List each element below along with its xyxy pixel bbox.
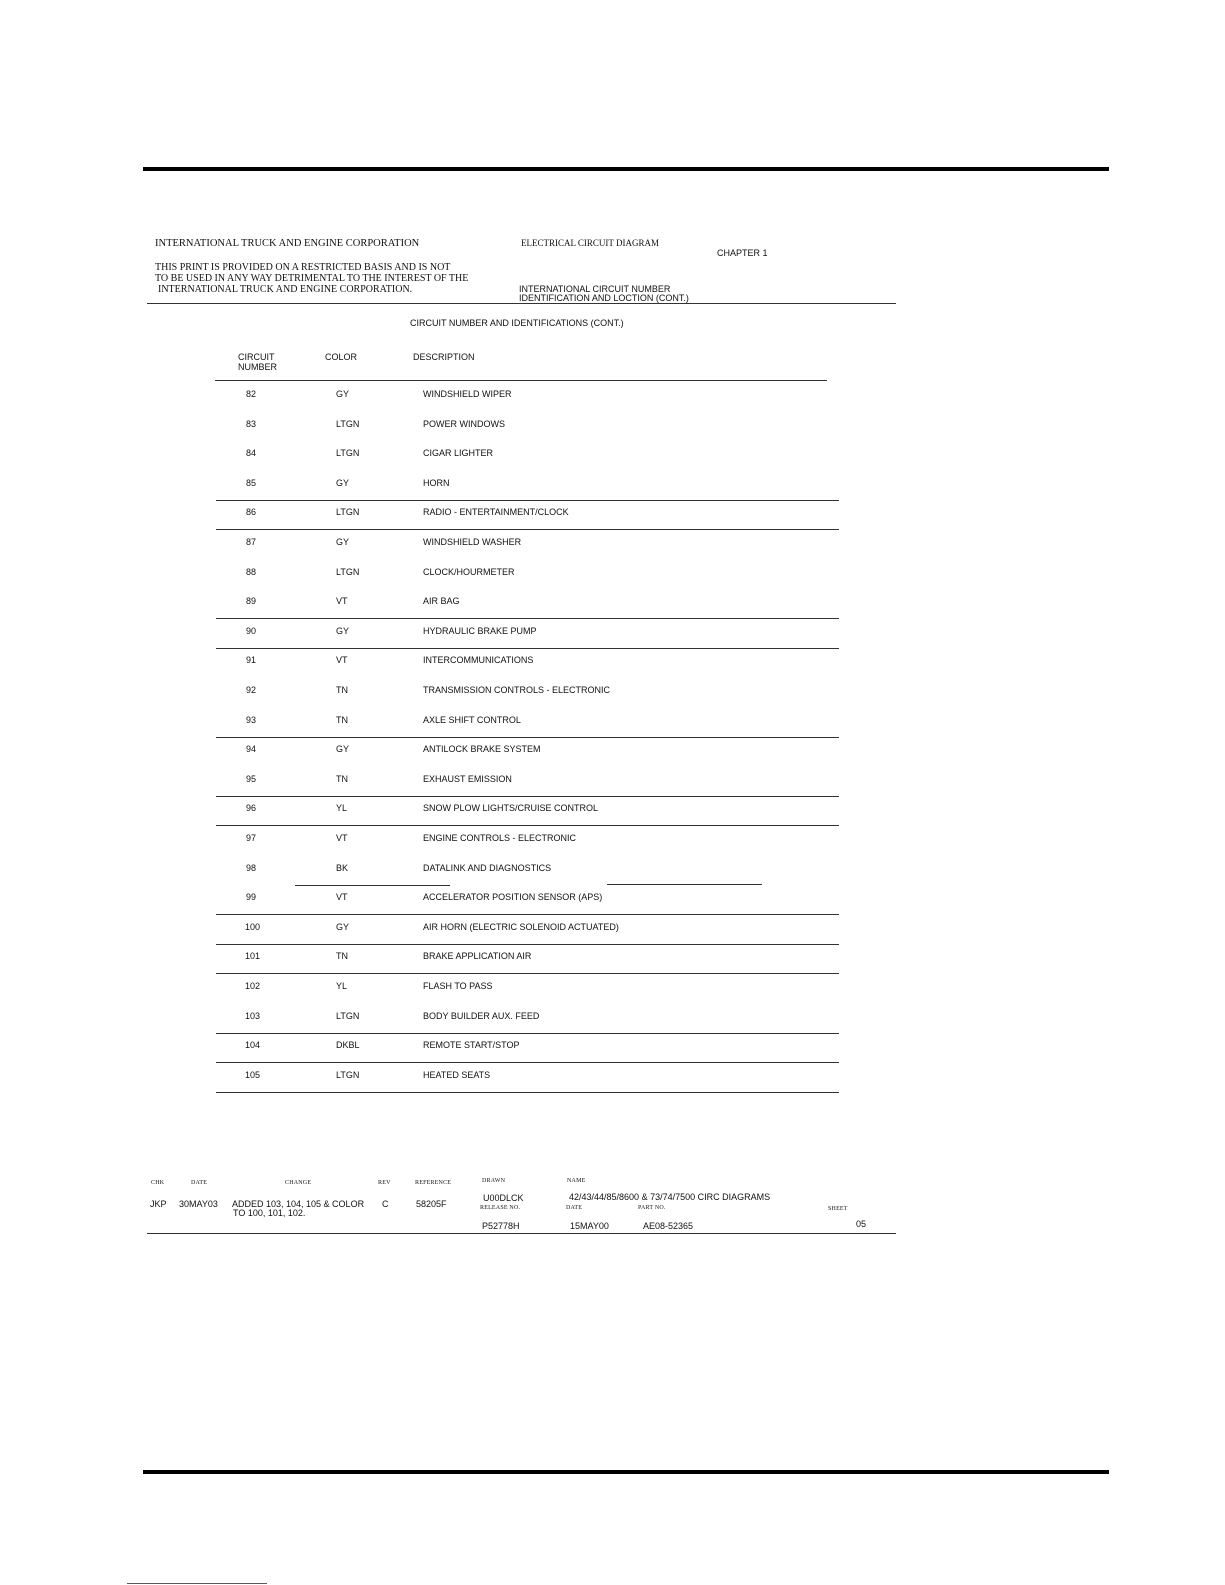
name-value: 42/43/44/85/8600 & 73/74/7500 CIRC DIAGRAMS bbox=[569, 1192, 771, 1202]
table-row bbox=[0, 626, 1225, 638]
description-cell: AIR BAG bbox=[423, 596, 460, 606]
sheet-value: 05 bbox=[856, 1219, 867, 1229]
description-cell: DATALINK AND DIAGNOSTICS bbox=[423, 863, 552, 873]
change-value bbox=[232, 1200, 364, 1218]
notice-line: TO BE USED IN ANY WAY DETRIMENTAL TO THE INTEREST OF THE bbox=[155, 273, 469, 284]
notice-line: THIS PRINT IS PROVIDED ON A RESTRICTED BASIS AND IS NOT bbox=[155, 262, 451, 273]
change-line: ADDED 103, 104, 105 & COLOR bbox=[232, 1199, 365, 1209]
table-row bbox=[0, 685, 1225, 697]
table-row bbox=[0, 833, 1225, 845]
description-cell: INTERCOMMUNICATIONS bbox=[423, 655, 534, 665]
color-cell: LTGN bbox=[336, 1011, 360, 1021]
color-cell: DKBL bbox=[336, 1040, 360, 1050]
circuit-number-cell: 103 bbox=[245, 1011, 261, 1021]
row-group-rule bbox=[216, 914, 839, 915]
table-row bbox=[0, 744, 1225, 756]
description-cell: CIGAR LIGHTER bbox=[423, 448, 494, 458]
release-no-value: P52778H bbox=[482, 1221, 520, 1231]
circuit-number-cell: 92 bbox=[246, 685, 257, 695]
table-row bbox=[0, 596, 1225, 608]
color-cell: GY bbox=[336, 389, 350, 399]
label-release-no: RELEASE NO. bbox=[480, 1205, 521, 1211]
row-group-rule bbox=[216, 648, 839, 649]
circuit-number-cell: 93 bbox=[246, 715, 257, 725]
label-part-no: PART NO. bbox=[638, 1205, 666, 1211]
description-cell: ACCELERATOR POSITION SENSOR (APS) bbox=[423, 892, 603, 902]
description-cell: SNOW PLOW LIGHTS/CRUISE CONTROL bbox=[423, 803, 599, 813]
table-row bbox=[0, 478, 1225, 490]
table-row bbox=[0, 951, 1225, 963]
description-cell: RADIO - ENTERTAINMENT/CLOCK bbox=[423, 507, 569, 517]
color-cell: TN bbox=[336, 685, 348, 695]
circuit-number-cell: 104 bbox=[245, 1040, 261, 1050]
description-cell: CLOCK/HOURMETER bbox=[423, 567, 515, 577]
notice-line: INTERNATIONAL TRUCK AND ENGINE CORPORATION. bbox=[158, 284, 413, 295]
label-drawn: DRAWN bbox=[482, 1178, 506, 1184]
label-change: CHANGE bbox=[285, 1180, 312, 1186]
color-cell: VT bbox=[336, 833, 348, 843]
row-group-rule bbox=[216, 796, 839, 797]
circuit-number-cell: 94 bbox=[246, 744, 257, 754]
circuit-number-cell: 82 bbox=[246, 389, 257, 399]
label-date: DATE bbox=[191, 1180, 208, 1186]
table-row bbox=[0, 863, 1225, 875]
circuit-number-cell: 83 bbox=[246, 419, 257, 429]
description-cell: AIR HORN (ELECTRIC SOLENOID ACTUATED) bbox=[423, 922, 619, 932]
table-row bbox=[0, 448, 1225, 460]
diagram-title: ELECTRICAL CIRCUIT DIAGRAM bbox=[521, 238, 659, 248]
color-cell: TN bbox=[336, 715, 348, 725]
label-release-date: DATE bbox=[566, 1205, 583, 1211]
table-row bbox=[0, 655, 1225, 667]
circuit-number-cell: 98 bbox=[246, 863, 257, 873]
chapter-label: CHAPTER 1 bbox=[717, 248, 768, 258]
partial-rule bbox=[607, 884, 762, 885]
color-cell: YL bbox=[336, 981, 348, 991]
drawn-value: U00DLCK bbox=[483, 1193, 524, 1203]
color-cell: TN bbox=[336, 774, 348, 784]
color-cell: GY bbox=[336, 922, 350, 932]
description-cell: BODY BUILDER AUX. FEED bbox=[423, 1011, 540, 1021]
row-group-rule bbox=[216, 1062, 839, 1063]
description-cell: ANTILOCK BRAKE SYSTEM bbox=[423, 744, 541, 754]
description-cell: BRAKE APPLICATION AIR bbox=[423, 951, 532, 961]
row-group-rule bbox=[216, 944, 839, 945]
company-name: INTERNATIONAL TRUCK AND ENGINE CORPORATION bbox=[155, 238, 420, 249]
circuit-number-cell: 105 bbox=[245, 1070, 261, 1080]
description-cell: TRANSMISSION CONTROLS - ELECTRONIC bbox=[423, 685, 611, 695]
description-cell: WINDSHIELD WIPER bbox=[423, 389, 512, 399]
row-group-rule bbox=[216, 618, 839, 619]
col-header-line: CIRCUIT bbox=[238, 352, 275, 362]
circuit-number-cell: 91 bbox=[246, 655, 257, 665]
title-block-rule bbox=[147, 1233, 896, 1234]
release-date-value: 15MAY00 bbox=[570, 1221, 609, 1231]
description-cell: HORN bbox=[423, 478, 450, 488]
reference-value: 58205F bbox=[416, 1199, 447, 1209]
description-cell: FLASH TO PASS bbox=[423, 981, 493, 991]
color-cell: LTGN bbox=[336, 419, 360, 429]
row-group-rule bbox=[216, 973, 839, 974]
label-name: NAME bbox=[567, 1178, 586, 1184]
col-header-color: COLOR bbox=[325, 352, 358, 362]
subtitle-line: IDENTIFICATION AND LOCTION (CONT.) bbox=[519, 293, 689, 303]
table-row bbox=[0, 715, 1225, 727]
table-row bbox=[0, 922, 1225, 934]
page-link-underline[interactable] bbox=[127, 1583, 267, 1584]
table-row bbox=[0, 389, 1225, 401]
col-header-line: NUMBER bbox=[238, 362, 278, 372]
circuit-number-cell: 101 bbox=[245, 951, 261, 961]
date-value: 30MAY03 bbox=[179, 1199, 218, 1209]
label-reference: REFERENCE bbox=[415, 1180, 452, 1186]
color-cell: LTGN bbox=[336, 448, 360, 458]
table-row bbox=[0, 419, 1225, 431]
description-cell: EXHAUST EMISSION bbox=[423, 774, 512, 784]
circuit-number-cell: 86 bbox=[246, 507, 257, 517]
partial-rule bbox=[295, 885, 450, 886]
description-cell: HEATED SEATS bbox=[423, 1070, 491, 1080]
color-cell: GY bbox=[336, 626, 350, 636]
description-cell: ENGINE CONTROLS - ELECTRONIC bbox=[423, 833, 577, 843]
chk-value: JKP bbox=[150, 1199, 167, 1209]
row-group-rule bbox=[216, 529, 839, 530]
color-cell: YL bbox=[336, 803, 348, 813]
table-row bbox=[0, 774, 1225, 786]
table-row bbox=[0, 981, 1225, 993]
circuit-number-cell: 88 bbox=[246, 567, 257, 577]
row-group-rule bbox=[216, 1033, 839, 1034]
row-group-rule bbox=[216, 500, 839, 501]
color-cell: TN bbox=[336, 951, 348, 961]
description-cell: AXLE SHIFT CONTROL bbox=[423, 715, 521, 725]
description-cell: REMOTE START/STOP bbox=[423, 1040, 520, 1050]
description-cell: POWER WINDOWS bbox=[423, 419, 505, 429]
table-title: CIRCUIT NUMBER AND IDENTIFICATIONS (CONT.) bbox=[410, 318, 624, 328]
label-chk: CHK bbox=[151, 1180, 165, 1186]
row-group-rule bbox=[216, 737, 839, 738]
color-cell: GY bbox=[336, 478, 350, 488]
circuit-number-cell: 84 bbox=[246, 448, 257, 458]
row-group-rule bbox=[216, 825, 839, 826]
table-row bbox=[0, 892, 1225, 904]
circuit-number-cell: 87 bbox=[246, 537, 257, 547]
color-cell: LTGN bbox=[336, 567, 360, 577]
circuit-number-cell: 90 bbox=[246, 626, 257, 636]
table-row bbox=[0, 803, 1225, 815]
circuit-number-cell: 100 bbox=[245, 922, 261, 932]
table-row bbox=[0, 1070, 1225, 1082]
description-cell: HYDRAULIC BRAKE PUMP bbox=[423, 626, 537, 636]
table-row bbox=[0, 1040, 1225, 1052]
circuit-number-cell: 85 bbox=[246, 478, 257, 488]
color-cell: LTGN bbox=[336, 507, 360, 517]
part-no-value: AE08-52365 bbox=[643, 1221, 694, 1231]
table-row bbox=[0, 507, 1225, 519]
color-cell: GY bbox=[336, 744, 350, 754]
rev-value: C bbox=[382, 1199, 389, 1209]
table-row bbox=[0, 1011, 1225, 1023]
color-cell: BK bbox=[336, 863, 349, 873]
color-cell: VT bbox=[336, 655, 348, 665]
change-line: TO 100, 101, 102. bbox=[233, 1208, 306, 1218]
circuit-number-cell: 97 bbox=[246, 833, 257, 843]
circuit-number-cell: 89 bbox=[246, 596, 257, 606]
table-row bbox=[0, 537, 1225, 549]
color-cell: LTGN bbox=[336, 1070, 360, 1080]
circuit-number-cell: 95 bbox=[246, 774, 257, 784]
color-cell: VT bbox=[336, 596, 348, 606]
color-cell: GY bbox=[336, 537, 350, 547]
label-sheet: SHEET bbox=[828, 1206, 848, 1212]
label-rev: REV bbox=[378, 1180, 391, 1186]
description-cell: WINDSHIELD WASHER bbox=[423, 537, 522, 547]
row-group-rule bbox=[216, 1092, 839, 1093]
circuit-number-cell: 102 bbox=[245, 981, 261, 991]
table-row bbox=[0, 567, 1225, 579]
circuit-number-cell: 96 bbox=[246, 803, 257, 813]
color-cell: VT bbox=[336, 892, 348, 902]
circuit-number-cell: 99 bbox=[246, 892, 257, 902]
subtitle-line: INTERNATIONAL CIRCUIT NUMBER bbox=[519, 284, 671, 294]
col-header-description: DESCRIPTION bbox=[413, 352, 475, 362]
